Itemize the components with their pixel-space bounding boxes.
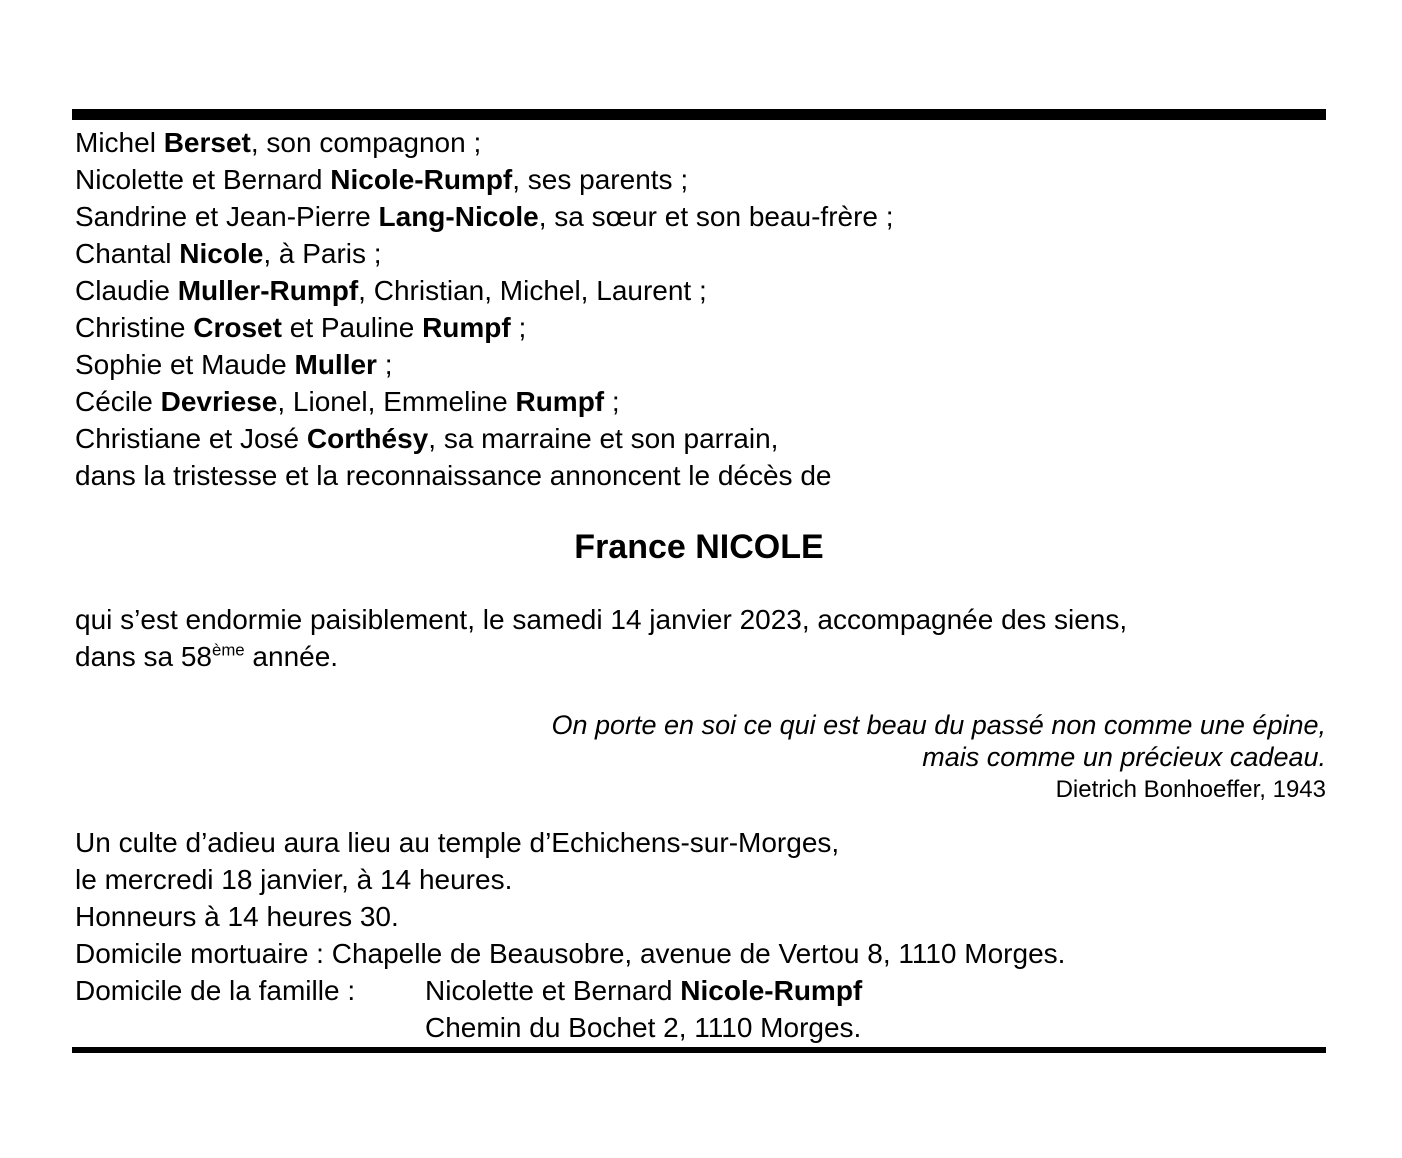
- family-line: Nicolette et Bernard Nicole-Rumpf, ses parents ;: [75, 164, 689, 195]
- family-line: Christine Croset et Pauline Rumpf ;: [75, 312, 527, 343]
- ceremony-line: Chemin du Bochet 2, 1110 Morges.: [425, 1012, 862, 1043]
- deceased-name: France NICOLE: [574, 528, 824, 566]
- quote-block: [551, 709, 1326, 805]
- family-line: Sophie et Maude Muller ;: [75, 349, 393, 380]
- family-line: Cécile Devriese, Lionel, Emmeline Rumpf ;: [75, 386, 620, 417]
- ceremony-line: Domicile de la famille : Nicolette et Bernard Nicole-Rumpf: [75, 975, 863, 1006]
- family-line: Michel Berset, son compagnon ;: [75, 127, 482, 158]
- quote-line: mais comme un précieux cadeau.: [922, 742, 1326, 772]
- bottom-rule: [72, 1047, 1326, 1053]
- ceremony-details: [75, 824, 1065, 1046]
- ceremony-line: Honneurs à 14 heures 30.: [75, 901, 399, 932]
- family-line: Chantal Nicole, à Paris ;: [75, 238, 382, 269]
- quote-attribution: Dietrich Bonhoeffer, 1943: [1055, 776, 1326, 803]
- ceremony-line: le mercredi 18 janvier, à 14 heures.: [75, 864, 513, 895]
- top-rule: [72, 109, 1326, 120]
- announcement-line: qui s’est endormie paisiblement, le samedi 14 janvier 2023, accompagnée des siens,: [75, 604, 1128, 635]
- family-line: Sandrine et Jean-Pierre Lang-Nicole, sa sœur et son beau-frère ;: [75, 201, 894, 232]
- family-list: [75, 124, 894, 494]
- quote-line: On porte en soi ce qui est beau du passé non comme une épine,: [551, 710, 1326, 740]
- announcement-line: dans sa 58ème année.: [75, 640, 339, 672]
- family-line: Christiane et José Corthésy, sa marraine et son parrain,: [75, 423, 779, 454]
- family-line: Claudie Muller-Rumpf, Christian, Michel, Laurent ;: [75, 275, 707, 306]
- ceremony-line: Domicile mortuaire : Chapelle de Beausobre, avenue de Vertou 8, 1110 Morges.: [75, 938, 1066, 969]
- ceremony-line: Un culte d’adieu aura lieu au temple d’Echichens-sur-Morges,: [75, 827, 840, 858]
- death-announcement: [75, 601, 1127, 675]
- family-line: dans la tristesse et la reconnaissance annoncent le décès de: [75, 460, 832, 491]
